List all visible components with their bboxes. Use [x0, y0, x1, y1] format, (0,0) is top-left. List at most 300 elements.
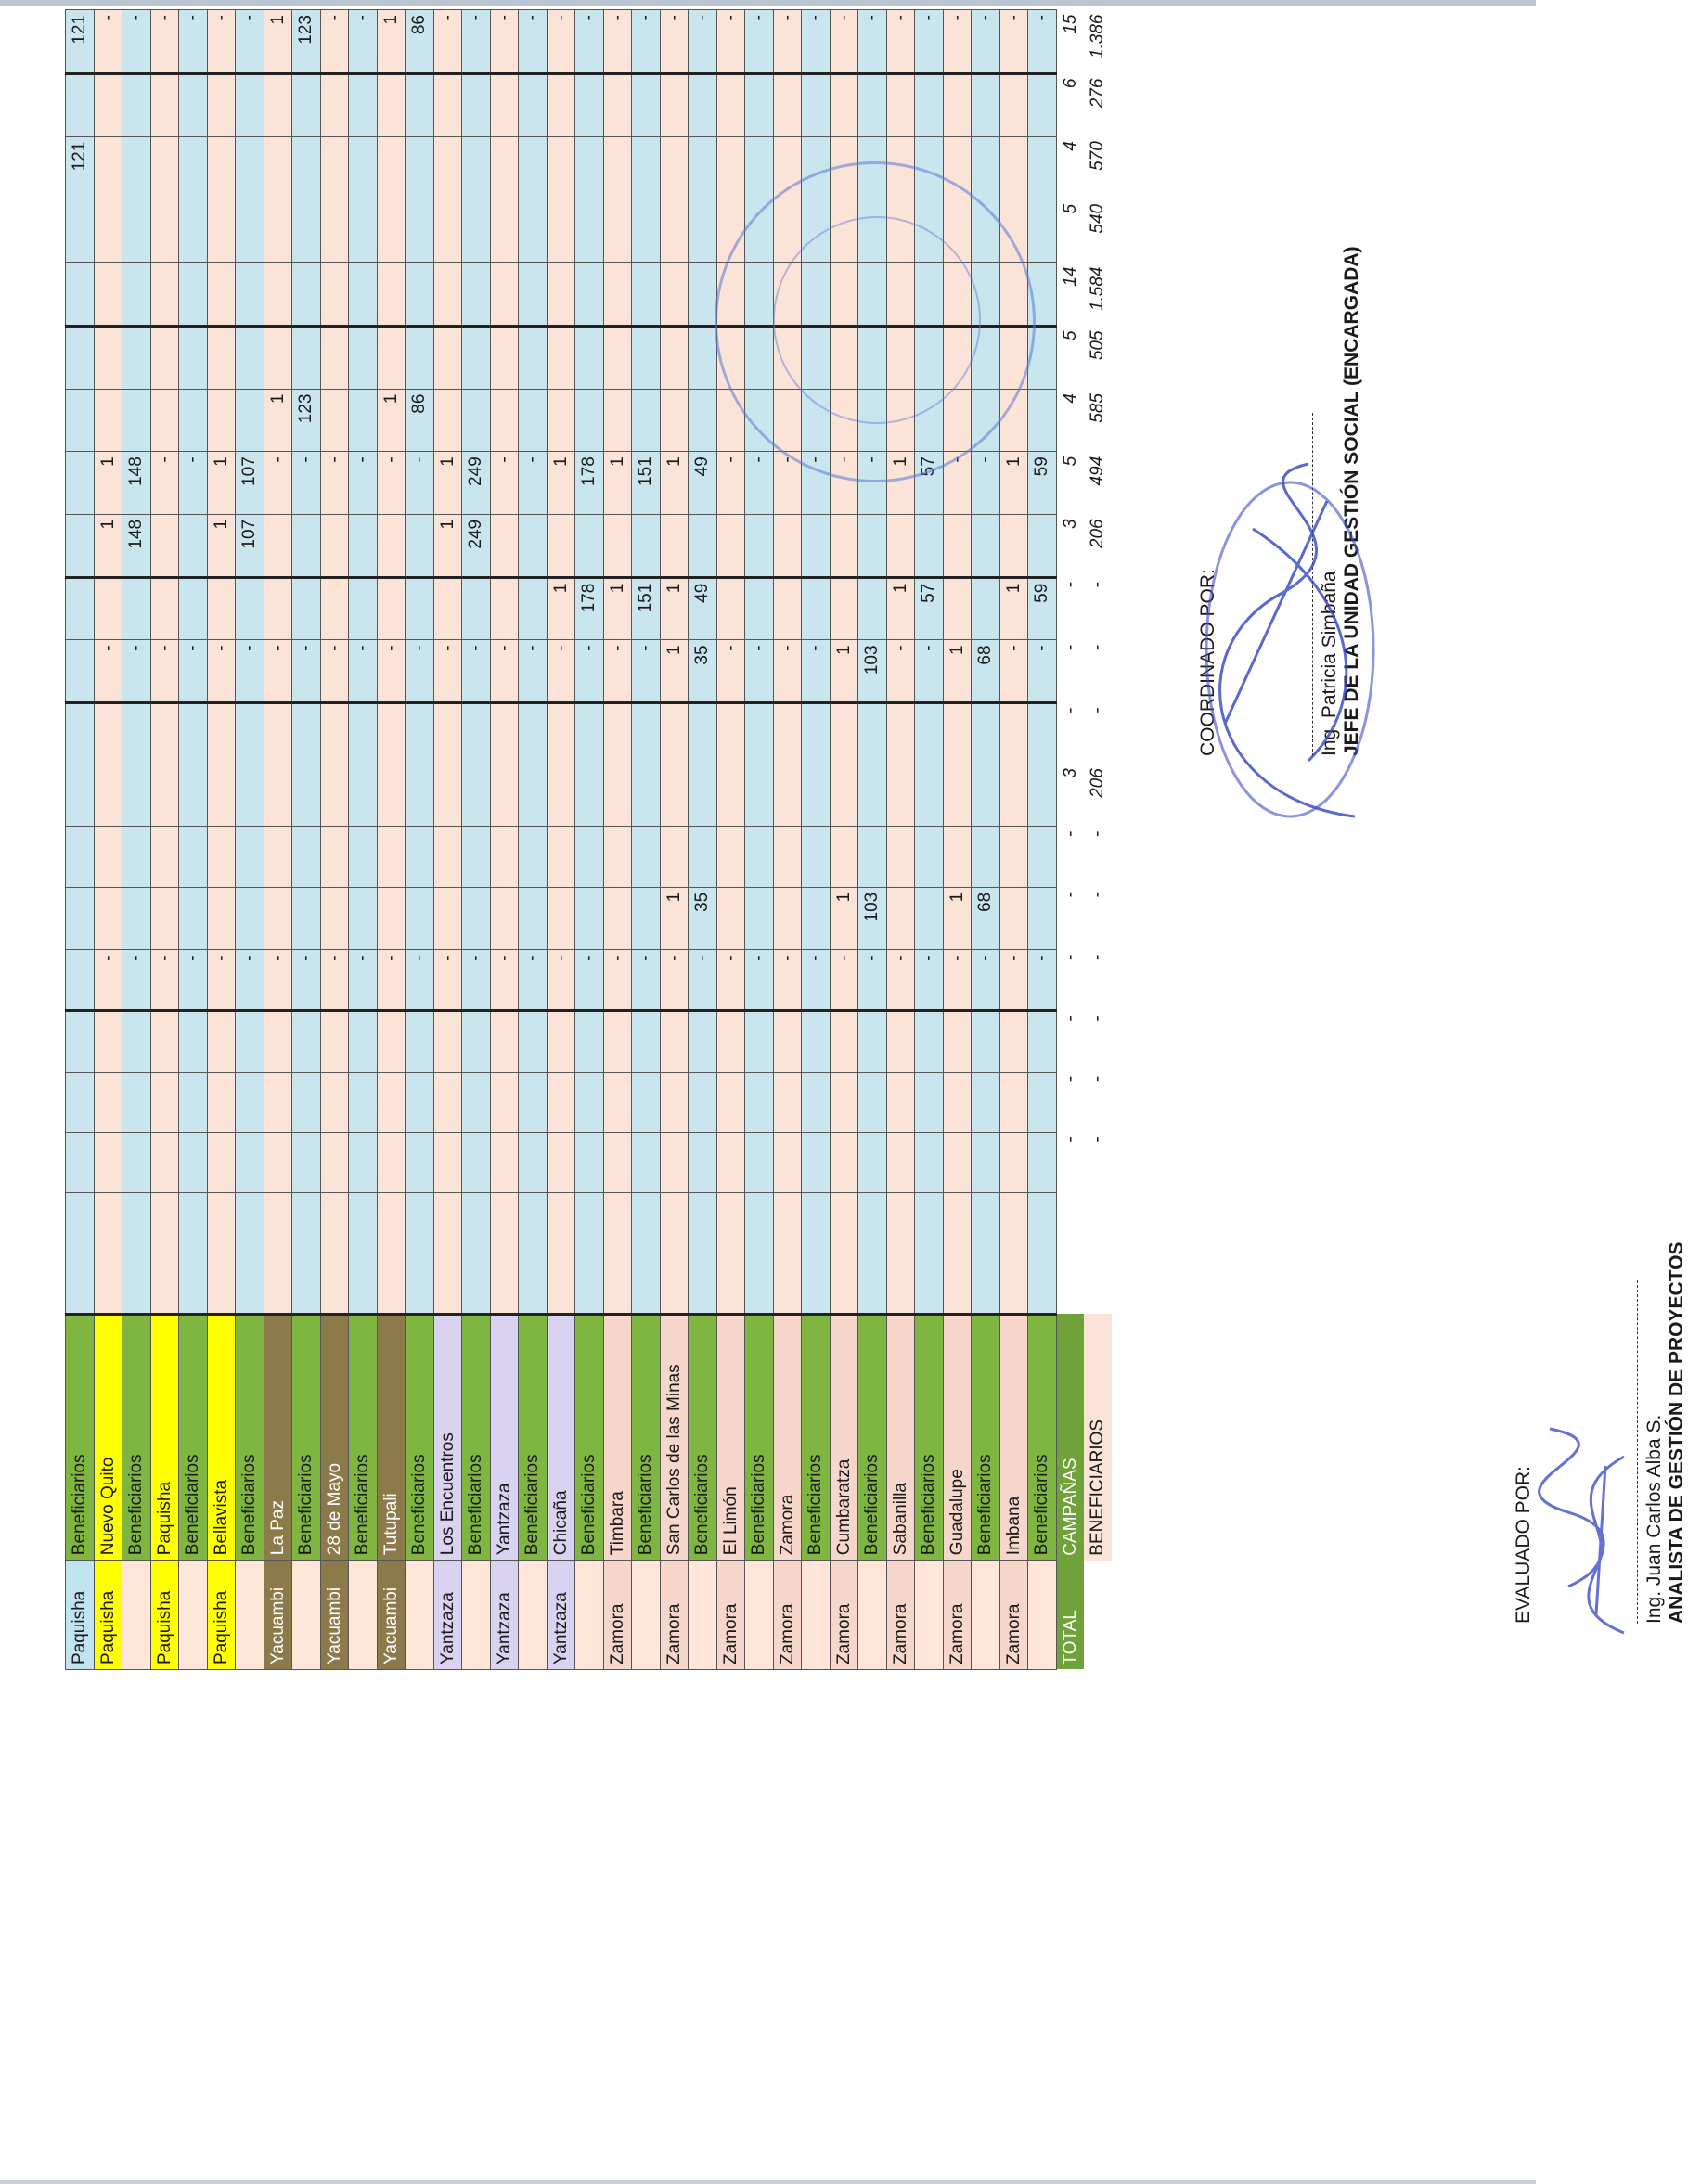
parish-cell: 28 de Mayo — [320, 1314, 349, 1561]
value-cell — [150, 136, 179, 199]
value-cell: - — [122, 10, 151, 74]
value-cell — [207, 263, 236, 327]
parish-cell: Beneficiarios — [745, 1314, 774, 1561]
value-cell — [122, 1072, 151, 1132]
total-value: - — [1088, 892, 1108, 898]
value-cell — [1028, 1193, 1057, 1253]
total-value: - — [1088, 954, 1108, 961]
value-cell: - — [716, 452, 745, 515]
value-cell: - — [660, 10, 689, 74]
value-cell — [406, 1011, 434, 1072]
value-cell — [689, 74, 717, 137]
value-cell — [575, 389, 604, 452]
value-cell — [603, 514, 632, 577]
canton-cell: Paquisha — [150, 1561, 179, 1670]
value-cell — [320, 703, 349, 764]
value-cell — [66, 827, 95, 887]
value-cell — [94, 703, 122, 764]
value-cell — [802, 1193, 831, 1253]
value-cell — [377, 887, 406, 950]
canton-cell — [915, 1561, 944, 1670]
table-row — [603, 10, 632, 1670]
value-cell — [547, 1193, 575, 1253]
value-cell: - — [999, 950, 1028, 1011]
value-cell — [972, 827, 1000, 887]
value-cell — [406, 764, 434, 827]
value-cell: - — [802, 640, 831, 703]
value-cell — [858, 577, 887, 640]
value-cell — [236, 827, 264, 887]
value-cell — [943, 764, 972, 827]
value-cell — [179, 389, 208, 452]
value-cell — [292, 326, 321, 389]
value-cell — [830, 1133, 858, 1193]
value-cell — [858, 1253, 887, 1314]
value-cell — [660, 1253, 689, 1314]
value-cell — [236, 703, 264, 764]
value-cell — [150, 827, 179, 887]
value-cell — [603, 263, 632, 327]
value-cell — [122, 827, 151, 887]
value-cell — [122, 764, 151, 827]
value-cell — [406, 1193, 434, 1253]
value-cell — [490, 514, 519, 577]
value-cell: - — [150, 10, 179, 74]
value-cell — [292, 136, 321, 199]
value-cell — [943, 577, 972, 640]
value-cell — [858, 74, 887, 137]
value-cell — [830, 827, 858, 887]
value-cell — [66, 887, 95, 950]
value-cell — [349, 263, 378, 327]
value-cell — [462, 1011, 491, 1072]
value-cell — [66, 1133, 95, 1193]
value-cell — [320, 1011, 349, 1072]
canton-cell — [122, 1561, 151, 1670]
value-cell — [179, 1011, 208, 1072]
value-cell — [320, 1072, 349, 1132]
value-cell — [660, 1193, 689, 1253]
value-cell — [773, 703, 802, 764]
value-cell — [547, 1133, 575, 1193]
parish-cell: Beneficiarios — [462, 1314, 491, 1561]
table-row — [320, 10, 349, 1670]
value-cell: - — [999, 640, 1028, 703]
value-cell — [207, 764, 236, 827]
value-cell: 86 — [406, 389, 434, 452]
parish-cell: Zamora — [773, 1314, 802, 1561]
value-cell — [94, 136, 122, 199]
parish-cell: Beneficiarios — [349, 1314, 378, 1561]
canton-cell: Yantzaza — [547, 1561, 575, 1670]
value-cell — [547, 74, 575, 137]
value-cell — [660, 263, 689, 327]
value-cell — [150, 887, 179, 950]
table-row — [406, 10, 434, 1670]
parish-cell: Beneficiarios — [915, 1314, 944, 1561]
value-cell — [122, 74, 151, 137]
total-value: 4 — [1060, 141, 1080, 151]
value-cell — [236, 1072, 264, 1132]
value-cell — [490, 263, 519, 327]
evaluado-title: ANALISTA DE GESTIÓN DE PROYECTOS — [1666, 1241, 1687, 1624]
value-cell — [632, 136, 661, 199]
value-cell — [716, 764, 745, 827]
value-cell — [320, 1253, 349, 1314]
value-cell — [519, 887, 548, 950]
value-cell — [575, 1072, 604, 1132]
canton-cell: Yantzaza — [433, 1561, 462, 1670]
value-cell — [915, 1253, 944, 1314]
value-cell — [773, 1011, 802, 1072]
value-cell: - — [264, 452, 292, 515]
value-cell: 178 — [575, 452, 604, 515]
parish-cell: La Paz — [264, 1314, 292, 1561]
value-cell — [433, 887, 462, 950]
value-cell — [745, 74, 774, 137]
value-cell — [575, 199, 604, 263]
value-cell — [915, 764, 944, 827]
total-value: - — [1060, 1076, 1080, 1083]
value-cell — [236, 1133, 264, 1193]
value-cell: - — [802, 452, 831, 515]
scan-bottom-edge — [0, 2180, 1536, 2184]
value-cell: - — [547, 950, 575, 1011]
value-cell: 1 — [660, 887, 689, 950]
value-cell: 107 — [236, 514, 264, 577]
value-cell — [519, 1253, 548, 1314]
seal-inner-ring — [773, 216, 981, 424]
value-cell — [603, 199, 632, 263]
value-cell — [632, 199, 661, 263]
value-cell — [122, 389, 151, 452]
value-cell — [547, 827, 575, 887]
value-cell — [632, 1133, 661, 1193]
value-cell — [66, 199, 95, 263]
value-cell — [689, 1011, 717, 1072]
canton-cell — [689, 1561, 717, 1670]
value-cell — [632, 1072, 661, 1132]
value-cell: - — [264, 950, 292, 1011]
value-cell — [858, 514, 887, 577]
value-cell — [972, 136, 1000, 199]
total-value: 6 — [1060, 78, 1080, 89]
value-cell — [349, 764, 378, 827]
value-cell: 1 — [660, 452, 689, 515]
value-cell — [886, 514, 915, 577]
value-cell — [519, 136, 548, 199]
value-cell — [745, 887, 774, 950]
value-cell — [349, 74, 378, 137]
value-cell — [292, 263, 321, 327]
value-cell — [179, 764, 208, 827]
table-row — [264, 10, 292, 1670]
value-cell — [122, 199, 151, 263]
canton-cell — [292, 1561, 321, 1670]
value-cell — [745, 764, 774, 827]
value-cell — [179, 199, 208, 263]
value-cell — [66, 764, 95, 827]
value-cell: 123 — [292, 389, 321, 452]
value-cell — [689, 703, 717, 764]
value-cell: 59 — [1028, 452, 1057, 515]
value-cell: - — [179, 950, 208, 1011]
signature-scribble-1 — [1513, 1410, 1680, 1651]
value-cell — [716, 514, 745, 577]
value-cell — [490, 1253, 519, 1314]
value-cell — [320, 74, 349, 137]
value-cell: 1 — [207, 452, 236, 515]
parish-cell: El Limón — [716, 1314, 745, 1561]
value-cell — [94, 1253, 122, 1314]
value-cell — [660, 827, 689, 887]
value-cell: - — [433, 640, 462, 703]
value-cell — [292, 199, 321, 263]
table-row — [462, 10, 491, 1670]
value-cell — [377, 74, 406, 137]
value-cell: - — [943, 950, 972, 1011]
value-cell — [830, 764, 858, 827]
parish-cell: Beneficiarios — [858, 1314, 887, 1561]
value-cell — [179, 703, 208, 764]
value-cell — [519, 389, 548, 452]
value-cell — [519, 1193, 548, 1253]
value-cell — [943, 703, 972, 764]
parish-cell: Beneficiarios — [575, 1314, 604, 1561]
value-cell: - — [462, 10, 491, 74]
value-cell: - — [858, 950, 887, 1011]
value-cell — [349, 1253, 378, 1314]
total-label: TOTAL — [1056, 1561, 1084, 1670]
value-cell: - — [94, 640, 122, 703]
value-cell — [207, 703, 236, 764]
value-cell — [886, 703, 915, 764]
value-cell — [462, 136, 491, 199]
canton-cell — [179, 1561, 208, 1670]
value-cell — [915, 1133, 944, 1193]
value-cell — [660, 326, 689, 389]
value-cell — [94, 1193, 122, 1253]
value-cell — [150, 1253, 179, 1314]
value-cell — [575, 703, 604, 764]
value-cell — [999, 764, 1028, 827]
value-cell — [575, 764, 604, 827]
value-cell — [207, 887, 236, 950]
value-cell — [207, 577, 236, 640]
total-value: - — [1060, 644, 1080, 651]
value-cell — [632, 1193, 661, 1253]
value-cell — [1028, 1011, 1057, 1072]
value-cell — [632, 389, 661, 452]
value-cell: 103 — [858, 640, 887, 703]
value-cell — [745, 1072, 774, 1132]
value-cell — [94, 827, 122, 887]
value-cell — [462, 1253, 491, 1314]
value-cell: - — [433, 10, 462, 74]
value-cell — [886, 764, 915, 827]
value-cell: - — [1028, 950, 1057, 1011]
value-cell — [236, 389, 264, 452]
value-cell — [122, 1133, 151, 1193]
value-cell — [999, 827, 1028, 887]
value-cell: - — [915, 10, 944, 74]
value-cell — [603, 827, 632, 887]
value-cell: - — [292, 950, 321, 1011]
value-cell: - — [773, 452, 802, 515]
total-value: 540 — [1088, 203, 1108, 234]
value-cell: - — [94, 950, 122, 1011]
value-cell: - — [264, 640, 292, 703]
value-cell: - — [603, 950, 632, 1011]
table-row — [179, 10, 208, 1670]
value-cell — [207, 1072, 236, 1132]
value-cell: - — [886, 640, 915, 703]
value-cell — [236, 1253, 264, 1314]
value-cell — [406, 827, 434, 887]
value-cell: - — [150, 640, 179, 703]
value-cell — [1028, 1253, 1057, 1314]
value-cell — [462, 887, 491, 950]
value-cell — [433, 136, 462, 199]
value-cell — [603, 1133, 632, 1193]
value-cell — [490, 74, 519, 137]
value-cell — [349, 1193, 378, 1253]
total-value: - — [1088, 830, 1108, 838]
value-cell — [886, 1011, 915, 1072]
value-cell — [406, 263, 434, 327]
value-cell: 1 — [999, 452, 1028, 515]
value-cell — [915, 1011, 944, 1072]
value-cell — [462, 1133, 491, 1193]
value-cell — [122, 1011, 151, 1072]
value-cell: 1 — [830, 640, 858, 703]
value-cell — [943, 1253, 972, 1314]
value-cell: 1 — [886, 577, 915, 640]
value-cell — [915, 1193, 944, 1253]
value-cell — [94, 1011, 122, 1072]
value-cell — [490, 199, 519, 263]
value-cell — [406, 887, 434, 950]
canton-cell: Yacuambi — [264, 1561, 292, 1670]
value-cell: 107 — [236, 452, 264, 515]
value-cell: 178 — [575, 577, 604, 640]
value-cell — [179, 1133, 208, 1193]
value-cell — [377, 1072, 406, 1132]
value-cell: 1 — [830, 887, 858, 950]
value-cell — [632, 74, 661, 137]
value-cell — [660, 136, 689, 199]
value-cell — [1028, 1133, 1057, 1193]
value-cell: - — [915, 640, 944, 703]
value-cell: - — [689, 950, 717, 1011]
value-cell — [632, 887, 661, 950]
table-row — [519, 10, 548, 1670]
value-cell — [236, 1193, 264, 1253]
value-cell — [943, 1133, 972, 1193]
value-cell — [179, 514, 208, 577]
value-cell: - — [575, 950, 604, 1011]
total-value: 3 — [1060, 768, 1080, 778]
parish-cell: Bellavista — [207, 1314, 236, 1561]
value-cell — [547, 703, 575, 764]
canton-cell — [519, 1561, 548, 1670]
table-row — [207, 10, 236, 1670]
canton-cell — [858, 1561, 887, 1670]
value-cell — [802, 764, 831, 827]
value-cell — [150, 703, 179, 764]
value-cell — [830, 703, 858, 764]
total-value: 494 — [1088, 456, 1108, 486]
value-cell — [689, 136, 717, 199]
value-cell — [94, 577, 122, 640]
value-cell — [660, 1072, 689, 1132]
table-row — [433, 10, 462, 1670]
value-cell — [547, 136, 575, 199]
value-cell — [150, 1011, 179, 1072]
value-cell — [886, 1072, 915, 1132]
value-cell — [603, 1253, 632, 1314]
value-cell — [462, 326, 491, 389]
canton-cell: Zamora — [716, 1561, 745, 1670]
canton-cell: Paquisha — [207, 1561, 236, 1670]
value-cell — [320, 1133, 349, 1193]
value-cell: - — [406, 452, 434, 515]
value-cell — [603, 1011, 632, 1072]
scan-top-edge — [0, 0, 1536, 6]
value-cell — [858, 827, 887, 887]
value-cell — [462, 577, 491, 640]
total-label — [1084, 1561, 1112, 1670]
value-cell — [802, 577, 831, 640]
value-cell — [462, 703, 491, 764]
value-cell — [858, 1072, 887, 1132]
value-cell — [1028, 887, 1057, 950]
value-cell — [802, 514, 831, 577]
value-cell: - — [547, 640, 575, 703]
value-cell — [745, 136, 774, 199]
value-cell — [547, 263, 575, 327]
value-cell — [179, 887, 208, 950]
value-cell: - — [150, 452, 179, 515]
value-cell — [547, 887, 575, 950]
value-cell — [603, 703, 632, 764]
value-cell — [519, 827, 548, 887]
value-cell — [377, 136, 406, 199]
value-cell — [292, 827, 321, 887]
value-cell — [632, 514, 661, 577]
value-cell — [179, 263, 208, 327]
value-cell — [689, 199, 717, 263]
value-cell — [66, 1072, 95, 1132]
value-cell — [292, 1253, 321, 1314]
value-cell: 1 — [264, 10, 292, 74]
value-cell — [207, 136, 236, 199]
parish-cell: Beneficiarios — [1028, 1314, 1057, 1561]
value-cell — [999, 703, 1028, 764]
value-cell: - — [575, 640, 604, 703]
value-cell — [519, 74, 548, 137]
value-cell — [150, 389, 179, 452]
value-cell — [972, 703, 1000, 764]
value-cell — [264, 887, 292, 950]
value-cell: 1 — [94, 514, 122, 577]
value-cell: - — [122, 950, 151, 1011]
value-cell — [377, 703, 406, 764]
parish-cell: Timbara — [603, 1314, 632, 1561]
value-cell — [94, 1133, 122, 1193]
value-cell: - — [179, 452, 208, 515]
value-cell — [999, 74, 1028, 137]
